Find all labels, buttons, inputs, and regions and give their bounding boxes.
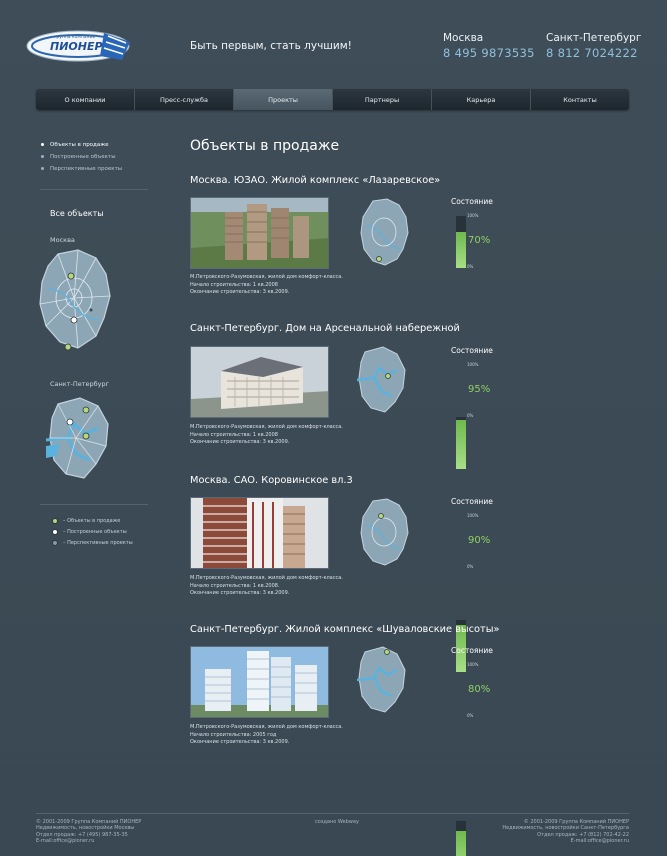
object-info-line: Начало строительства: 1 кв.2008 <box>190 431 278 438</box>
footer-copyright: © 2001-2009 Группа Компаний ПИОНЕР <box>523 819 629 825</box>
object-marker-icon <box>83 433 89 439</box>
bar-max-label: 100% <box>467 513 479 518</box>
object-photo[interactable] <box>190 646 329 718</box>
progress-fill <box>456 232 466 268</box>
object-marker-icon <box>83 407 89 413</box>
nav-item-press[interactable]: Пресс-служба <box>135 89 234 110</box>
progress-percent: 70% <box>468 235 491 246</box>
bar-min-label: 0% <box>467 264 474 269</box>
sidebar-item-label: Построенные объекты <box>50 154 116 160</box>
nav-item-contacts[interactable]: Контакты <box>563 95 597 104</box>
footer-spb <box>502 819 629 845</box>
object-info-line: М.Петровского-Разумовская, жилой дом комфорт-класса. <box>190 424 343 430</box>
logo-text: ПИОНЕР <box>50 40 103 53</box>
slogan: Быть первым, стать лучшим! <box>190 40 352 52</box>
object-photo[interactable] <box>190 497 329 569</box>
state-label: Состояние <box>451 346 493 355</box>
object-info-line: Окончание строительства: 3 кв.2009. <box>190 739 290 746</box>
footer-email-link[interactable]: E-mail:office@pioner.ru <box>570 838 629 845</box>
object-info-line: Начало строительства: 1 кв.2008 <box>190 281 278 288</box>
nav-item-career[interactable]: Карьера <box>432 89 531 110</box>
object-info-line: Окончание строительства: 3 кв.2009. <box>190 439 290 446</box>
spb-map-label: Санкт-Петербург <box>50 380 110 388</box>
legend-grey-dot-icon <box>52 540 58 546</box>
progress-percent: 80% <box>468 684 491 695</box>
progress-fill <box>456 420 466 469</box>
object-marker-icon <box>65 344 71 350</box>
legend-built <box>52 529 127 535</box>
object-title[interactable]: Санкт-Петербург. Жилой комплекс «Шуваловские высоты» <box>190 624 500 635</box>
bullet-icon <box>41 167 44 170</box>
object-info-line: М.Петровского-Разумовская, жилой дом комфорт-класса. <box>190 274 343 280</box>
sidebar-item-label: Объекты в продаже <box>50 142 109 148</box>
object-title[interactable]: Санкт-Петербург. Дом на Арсенальной набережной <box>190 323 460 334</box>
office-phone-spb[interactable]: 8 812 7024222 <box>546 46 638 60</box>
object-info <box>190 575 343 598</box>
bar-max-label: 100% <box>467 662 479 667</box>
legend-label: – Построенные объекты <box>63 529 127 535</box>
state-label: Состояние <box>451 646 493 655</box>
moscow-map[interactable] <box>38 248 112 356</box>
moscow-map-label: Москва <box>50 236 75 244</box>
sidebar-item-prospective[interactable] <box>50 166 122 172</box>
office-city-moscow: Москва <box>443 32 484 44</box>
object-info <box>190 274 343 297</box>
main-navigation <box>36 89 629 110</box>
object-info-line: Начало строительства: 1 кв.2008. <box>190 582 280 589</box>
bar-min-label: 0% <box>467 564 474 569</box>
legend-for-sale <box>52 518 120 524</box>
object-info-line: М.Петровского-Разумовская, жилой дом комфорт-класса. <box>190 575 343 581</box>
object-marker-icon <box>386 374 391 379</box>
object-photo[interactable] <box>190 346 329 418</box>
object-marker-icon <box>385 650 390 655</box>
object-info <box>190 724 343 747</box>
object-location-map[interactable] <box>357 344 407 414</box>
sidebar-divider <box>40 189 148 190</box>
footer-sales-phone: Отдел продаж: +7 (495) 987-35-35 <box>36 831 128 838</box>
progress-bar <box>456 821 466 856</box>
bar-max-label: 100% <box>467 362 479 367</box>
bar-min-label: 0% <box>467 413 474 418</box>
object-marker-icon <box>67 419 73 425</box>
page-title: Объекты в продаже <box>190 138 340 154</box>
legend-prospective <box>52 540 133 546</box>
object-info-line: Окончание строительства: 3 кв.2009. <box>190 289 290 296</box>
object-title[interactable]: Москва. САО. Коровинское вл.3 <box>190 475 353 486</box>
bar-min-label: 0% <box>467 713 474 718</box>
object-title[interactable]: Москва. ЮЗАО. Жилой комплекс «Лазаревское» <box>190 175 441 186</box>
nav-item-projects[interactable]: Проекты <box>234 89 333 110</box>
bar-max-label: 100% <box>467 213 479 218</box>
footer-sales-phone: Отдел продаж: +7 (812) 702-42-22 <box>537 831 629 838</box>
sidebar-item-built[interactable] <box>50 154 116 160</box>
progress-percent: 90% <box>468 535 491 546</box>
footer-credit-link[interactable]: создано Webway <box>315 819 359 825</box>
legend-label: – Объекты в продаже <box>63 518 121 524</box>
object-marker-icon <box>71 317 77 323</box>
company-logo[interactable] <box>26 28 136 64</box>
object-info-line: М.Петровского-Разумовская, жилой дом комфорт-класса. <box>190 724 343 730</box>
sidebar-item-for-sale[interactable] <box>50 142 109 148</box>
nav-item-about[interactable]: О компании <box>36 89 135 110</box>
logo-subtitle: группа компаний <box>54 35 96 40</box>
all-objects-heading: Все объекты <box>50 209 104 218</box>
footer-description: Недвижимость, новостройки Санкт-Петербурга <box>502 825 629 832</box>
object-info <box>190 424 343 447</box>
object-marker-icon <box>68 273 74 279</box>
nav-item-partners[interactable]: Партнеры <box>333 89 432 110</box>
bullet-icon <box>41 155 44 158</box>
footer-moscow <box>36 819 141 845</box>
progress-bar <box>456 417 466 469</box>
object-info-line: Начало строительства: 2005 год <box>190 731 277 738</box>
spb-map[interactable] <box>46 394 112 482</box>
footer-copyright: © 2001-2009 Группа Компаний ПИОНЕР <box>36 819 142 825</box>
office-city-spb: Санкт-Петербург <box>546 32 642 44</box>
object-photo[interactable] <box>190 197 329 269</box>
footer-email-link[interactable]: E-mail:office@pioner.ru <box>36 838 95 845</box>
legend-white-dot-icon <box>52 529 58 535</box>
bullet-icon <box>41 143 44 146</box>
object-marker-icon <box>377 257 382 262</box>
footer-description: Недвижимость, новостройки Москвы <box>36 825 135 832</box>
legend-label: – Перспективные проекты <box>63 540 133 546</box>
object-location-map[interactable] <box>359 197 409 267</box>
object-location-map[interactable] <box>359 497 409 567</box>
progress-percent: 95% <box>468 384 491 395</box>
object-info-line: Окончание строительства: 3 кв.2009. <box>190 590 290 597</box>
sidebar-divider <box>40 504 148 505</box>
state-label: Состояние <box>451 197 493 206</box>
legend-green-dot-icon <box>52 518 58 524</box>
progress-bar <box>456 216 466 268</box>
object-location-map[interactable] <box>357 644 407 714</box>
progress-fill <box>456 831 466 856</box>
footer-divider <box>36 813 629 814</box>
office-phone-moscow[interactable]: 8 495 9873535 <box>443 46 535 60</box>
sidebar-item-label: Перспективные проекты <box>50 166 123 172</box>
object-marker-icon <box>379 514 384 519</box>
state-label: Состояние <box>451 497 493 506</box>
